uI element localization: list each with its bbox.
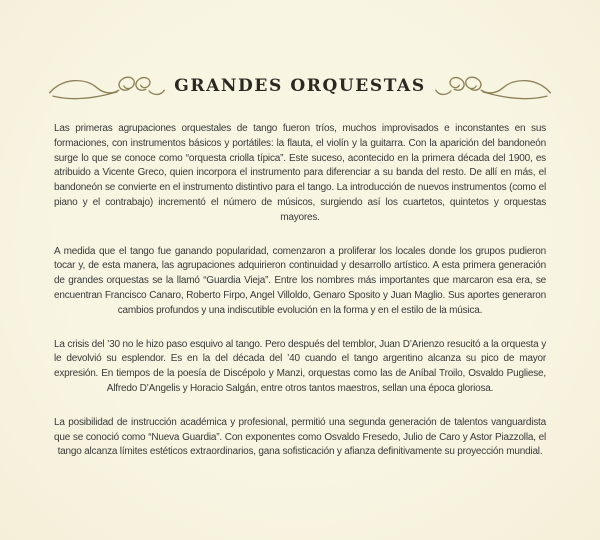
flourish-left-icon	[48, 70, 166, 102]
page-title: GRANDES ORQUESTAS	[174, 76, 426, 96]
title-block	[0, 0, 600, 104]
paragraph-3: La crisis del ’30 no le hizo paso esquivo al tango. Pero después del temblor, Juan D’Arienzo resucitó a la orquesta y le devolvió su esplendor. Es en la del década del ’40 cuando el tango argentino alcanza su pico de mayor expresión. En tiempos de la poesía de Discépolo y Manzi, orquestas como las de Aníbal Troilo, Osvaldo Pugliese, Alfredo D’Angelis y Horacio Salgán, entre otros tantos maestros, sellan una época gloriosa.	[54, 338, 546, 394]
paragraph-2: A medida que el tango fue ganando popularidad, comenzaron a proliferar los locales donde los grupos pudieron tocar y, de esta manera, las agrupaciones adquirieron continuidad y desarrollo artístico. A esta primera generación de grandes orquestas se la llamó “Guardia Vieja”. Entre los nombres más importantes que marcaron esa era, se encuentran Francisco Canaro, Roberto Firpo, Angel Villoldo, Genaro Sposito y Juan Maglio. Sus aportes generaron cambios profundos y una indiscutible evolución en la forma y en el estilo de la música.	[54, 245, 546, 316]
paragraph-1: Las primeras agrupaciones orquestales de tango fueron tríos, muchos improvisados e inconstantes en sus formaciones, con instrumentos básicos y portátiles: la flauta, el violín y la guitarra. Con la aparición del bandoneón surge lo que se conoce como “orquesta criolla típica”. Este suceso, acontecido en la primera década del 1900, es atribuido a Vicente Greco, quien incorpora el instrumento para diferenciar a su banda del resto. De allí en más, el bandoneón se convierte en el instrumento distintivo para el tango. La introducción de nuevos instrumentos (como el piano y el contrabajo) incrementó el número de músicos, surgiendo así los cuartetos, quintetos y orquestas mayores.	[54, 123, 546, 223]
text-body	[0, 104, 600, 460]
paragraph-4: La posibilidad de instrucción académica y profesional, permitió una segunda generación de talentos vanguardista que se conoció como “Nueva Guardia”. Con exponentes como Osvaldo Fresedo, Julio de Caro y Astor Piazzolla, el tango alcanza límites estéticos extraordinarios, gana sofisticación y afianza definitivamente su proyección mundial.	[54, 416, 546, 458]
flourish-right-icon	[434, 70, 552, 102]
